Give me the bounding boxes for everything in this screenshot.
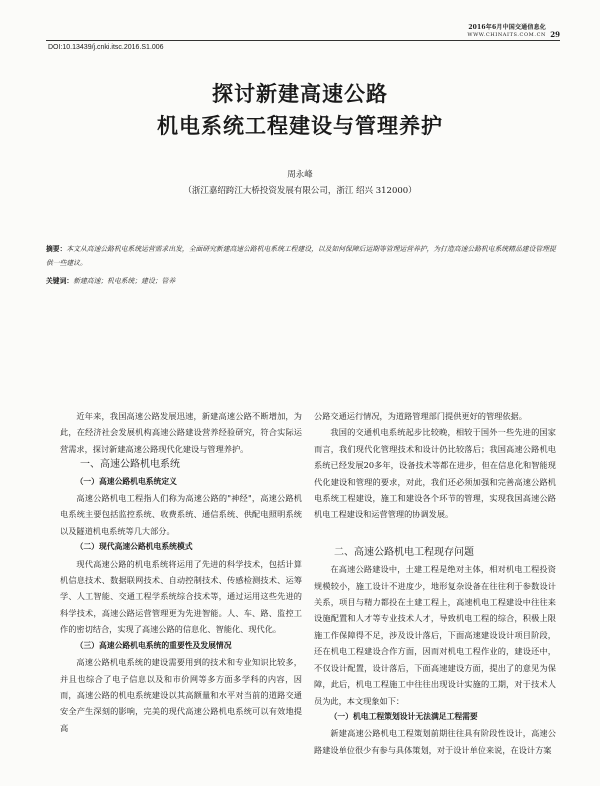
abstract (46, 242, 558, 270)
paragraph: 在高速公路建设中，土建工程是绝对主体，相对机电工程投资规模较小，施工设计不进度少，地形复杂设备在往往利于参数设计关系，项目与精力都投在土建工程上，高速机电工程建设中往往来设施配置和人才等专业技术人才，导致机电工程的综合，积极上限施工作保障得不足，涉及设计落后，下面高速建设设计项目阶段，还在机电工程建设合作方面，因而对机电工程作业的，建设还中，不仅设计配置，设计落后，下面高速建设方面，提出了的意见为保障，此后，机电工程施工中往往出现设计实施的工期，对于技术人员为此，本文现象如下： (314, 564, 556, 706)
section-heading-2: 二、高速公路机电工程现存问题 (334, 546, 474, 558)
keywords-text: 新建高速；机电系统；建设；管养 (73, 277, 176, 285)
right-column (314, 408, 556, 758)
affiliation: （浙江嘉绍跨江大桥投资发展有限公司，浙江 绍兴 312000） (183, 186, 417, 196)
subheading-1-1: （一）高速公路机电系统定义 (75, 476, 177, 486)
paragraph: 我国的交通机电系统起步比较晚，相较于国外一些先进的国家而言，我们现代化管理技术和设计仍比较落后；我国高速公路机电系统已经发展20多年，设备技术等都在进步，但在信息化和智能现代化建设和管理的要求，对此，我们还必须加强和完善高速公路机电系统工程建设，施工和建设各个环节的管理，实现我国高速公路机电工程建设和运营管理的协调发展。 (314, 427, 556, 520)
subheading-1-2: （二）现代高速公路机电系统模式 (75, 542, 193, 552)
abstract-label: 摘要： (46, 245, 67, 253)
paragraph: 高速公路机电系统的建设需要用到的技术和专业知识比较多，并且也综合了电子信息以及和市价网等多方面多学科的内容，因而，高速公路的机电系统建设以其高额量和水平对当前的道路交通安全产生深刻的影响，完美的现代高速公路机电系统可以有效地提高 (60, 657, 302, 733)
keywords-label: 关键词： (46, 277, 74, 285)
paragraph: 现代高速公路的机电系统将运用了先进的科学技术，包括计算机信息技术、数据联网技术、自动控制技术、传感检测技术、运筹学、人工智能、交通工程学系统综合技术等，通过运用这些先进的科学技术，高速公路运营管理更为先进智能。人、车、路、监控工作的密切结合，实现了高速公路的信息化、智能化、现代化。 (60, 558, 302, 635)
header-rule (46, 40, 560, 41)
paragraph: 高速公路机电工程指人们称为高速公路的"神经"，高速公路机电系统主要包括监控系统、收费系统、通信系统、供配电照明系统以及隧道机电系统等几大部分。 (60, 493, 302, 536)
left-column (60, 408, 302, 736)
paragraph: 新建高速公路机电工程策划前期往往具有阶段性设计，高速公路建设单位很少有参与具体策划，对于设计单位来说，在设计方案 (314, 728, 556, 755)
abstract-text: 本文从高速公路机电系统运营需求出发，全面研究新建高速公路机电系统工程建设，以及如何保障后运期等管理运营养护，为打造高速公路机电系统精品建设管理提供一些建议。 (46, 245, 556, 267)
section-heading-1: 一、高速公路机电系统 (80, 459, 180, 471)
running-header (467, 22, 546, 38)
author: 周永峰 (287, 170, 313, 180)
page-number: 29 (550, 30, 560, 39)
doi: DOI:10.13439/j.cnki.itsc.2016.S1.006 (48, 44, 164, 51)
title-line-2: 机电系统工程建设与管理养护 (157, 114, 443, 138)
journal-url: WWW.CHINAITS.COM.CN (467, 32, 546, 38)
title-line-1: 探讨新建高速公路 (212, 82, 388, 106)
keywords (46, 275, 558, 285)
subheading-1-3: （三）高速公路机电系统的重要性及发展情况 (75, 640, 232, 650)
paragraph: 公路交通运行情况，为道路管理部门提供更好的管理依据。 (314, 411, 527, 421)
journal-name: 2016年6月中国交通信息化 (468, 24, 546, 31)
subheading-2-1: （一）机电工程策划设计无法满足工程需要 (329, 711, 478, 721)
intro-paragraph: 近年来，我国高速公路发展迅速，新建高速公路不断增加，为此，在经济社会发展机构高速公路建设营养经验研究，符合实际运营需求，探讨新建高速公路现代化建设与管理养护。 (60, 411, 302, 454)
